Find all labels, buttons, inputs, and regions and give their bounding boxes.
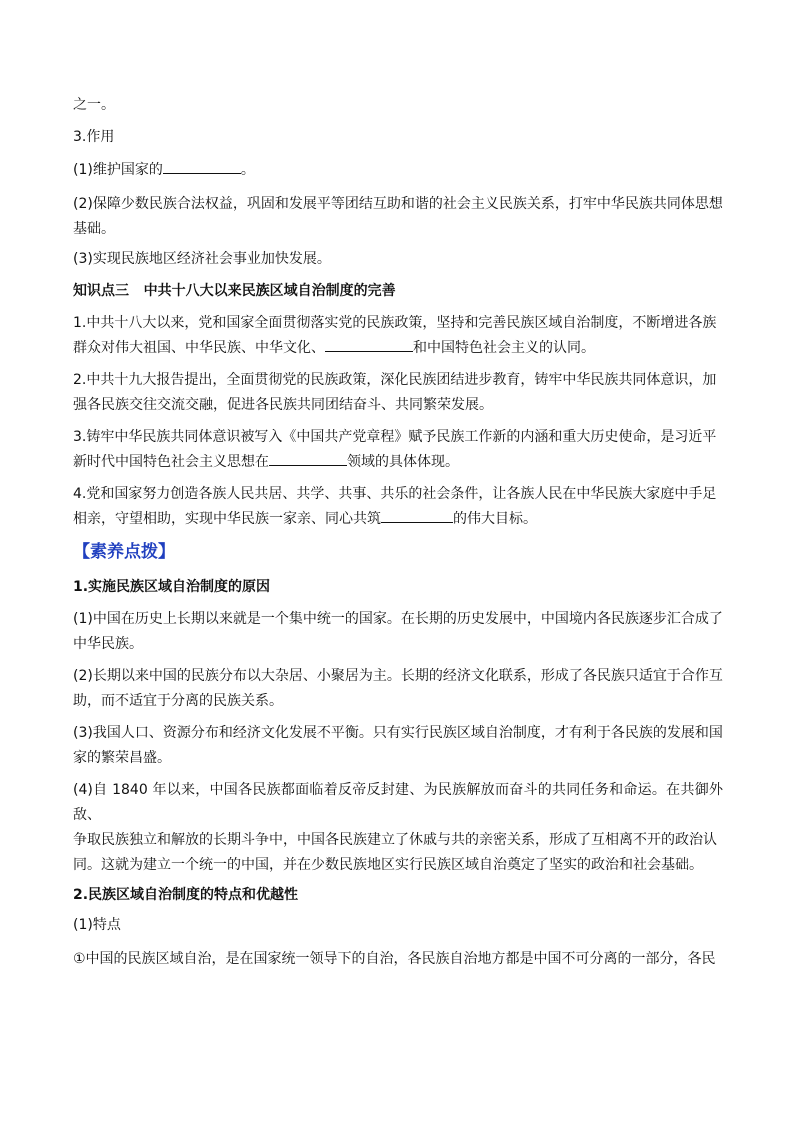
reason-4-line-3: 同。这就为建立一个统一的中国，并在少数民族地区实行民族区域自治奠定了坚实的政治和社会基础。: [73, 857, 703, 873]
role-item-2-line-2: 基础。: [73, 221, 115, 237]
fill-blank: [381, 508, 453, 523]
fill-blank: [269, 451, 347, 466]
reason-2-line-1: (2)长期以来中国的民族分布以大杂居、小聚居为主。长期的经济文化联系，形成了各民族只适宜于合作互: [73, 668, 723, 684]
fill-blank: [325, 337, 413, 352]
knowledge-item-1-text: 群众对伟大祖国、中华民族、中华文化、: [73, 340, 325, 356]
role-item-1-text: (1)维护国家的: [73, 162, 163, 178]
reason-3-line-1: (3)我国人口、资源分布和经济文化发展不平衡。只有实行民族区域自治制度，才有利于各民族的发展和国: [73, 725, 723, 741]
knowledge-item-4-line-1: 4.党和国家努力创造各族人民共居、共学、共事、共乐的社会条件，让各族人民在中华民族大家庭中手足: [73, 486, 717, 502]
role-item-3: (3)实现民族地区经济社会事业加快发展。: [73, 251, 331, 267]
knowledge-point-text: 中共十八大以来民族区域自治制度的完善: [143, 283, 396, 299]
role-heading: 3.作用: [73, 129, 115, 145]
knowledge-item-3-end: 领域的具体体现。: [347, 454, 459, 470]
knowledge-item-4: [73, 482, 723, 532]
feature-1-line-1: ①中国的民族区域自治，是在国家统一领导下的自治，各民族自治地方都是中国不可分离的一部分，各民: [73, 951, 716, 967]
reason-2: [73, 664, 723, 714]
knowledge-item-4-end: 的伟大目标。: [453, 511, 537, 527]
knowledge-point-label: 知识点三: [73, 283, 129, 299]
reason-4: [73, 778, 723, 878]
features-heading: 2.民族区域自治制度的特点和优越性: [73, 887, 299, 903]
document-page: [73, 95, 723, 979]
knowledge-item-4-text: 相亲，守望相助，实现中华民族一家亲、同心共筑: [73, 511, 381, 527]
role-item-2-line-1: (2)保障少数民族合法权益，巩固和发展平等团结互助和谐的社会主义民族关系，打牢中华民族共同体思想: [73, 196, 723, 212]
literacy-section-title: 【素养点拨】: [73, 542, 175, 562]
reason-3-line-2: 家的繁荣昌盛。: [73, 750, 171, 766]
reason-4-line-2: 争取民族独立和解放的长期斗争中，中国各民族建立了休戚与共的亲密关系，形成了互相离不开的政治认: [73, 832, 717, 848]
role-item-1-end: 。: [240, 162, 255, 178]
knowledge-item-4-line-2: [73, 507, 723, 532]
continuation-text: 之一。: [73, 97, 115, 113]
knowledge-item-3: [73, 425, 723, 475]
knowledge-point-3-title: [73, 281, 723, 301]
fill-blank: [163, 159, 241, 174]
reason-4-line-1: (4)自 1840 年以来，中国各民族都面临着反帝反封建、为民族解放而奋斗的共同任务和命运。在共御外敌、: [73, 782, 723, 823]
knowledge-item-2-line-1: 2.中共十九大报告提出，全面贯彻党的民族政策，深化民族团结进步教育，铸牢中华民族共同体意识，加: [73, 372, 717, 388]
knowledge-item-3-line-1: 3.铸牢中华民族共同体意识被写入《中国共产党章程》赋予民族工作新的内涵和重大历史使命，是习近平: [73, 429, 717, 445]
role-item-2: [73, 192, 723, 242]
reason-2-line-2: 助，而不适宜于分离的民族关系。: [73, 693, 283, 709]
role-item-1: [73, 159, 723, 180]
feature-1: [73, 947, 723, 972]
knowledge-item-2-line-2: 强各民族交往交流交融，促进各民族共同团结奋斗、共同繁荣发展。: [73, 397, 493, 413]
knowledge-item-1-end: 和中国特色社会主义的认同。: [413, 340, 595, 356]
reason-1-line-1: (1)中国在历史上长期以来就是一个集中统一的国家。在长期的历史发展中，中国境内各民族逐步汇合成了: [73, 611, 723, 627]
knowledge-item-1: [73, 311, 723, 361]
knowledge-item-1-line-1: 1.中共十八大以来，党和国家全面贯彻落实党的民族政策，坚持和完善民族区域自治制度，不断增进各族: [73, 315, 717, 331]
knowledge-item-2: [73, 368, 723, 418]
knowledge-item-3-text: 新时代中国特色社会主义思想在: [73, 454, 269, 470]
knowledge-item-3-line-2: [73, 450, 723, 475]
reason-1-line-2: 中华民族。: [73, 636, 143, 652]
knowledge-item-1-line-2: [73, 336, 723, 361]
reason-3: [73, 721, 723, 771]
reason-1: [73, 607, 723, 657]
features-subheading: (1)特点: [73, 917, 121, 933]
reasons-heading: 1.实施民族区域自治制度的原因: [73, 579, 271, 595]
